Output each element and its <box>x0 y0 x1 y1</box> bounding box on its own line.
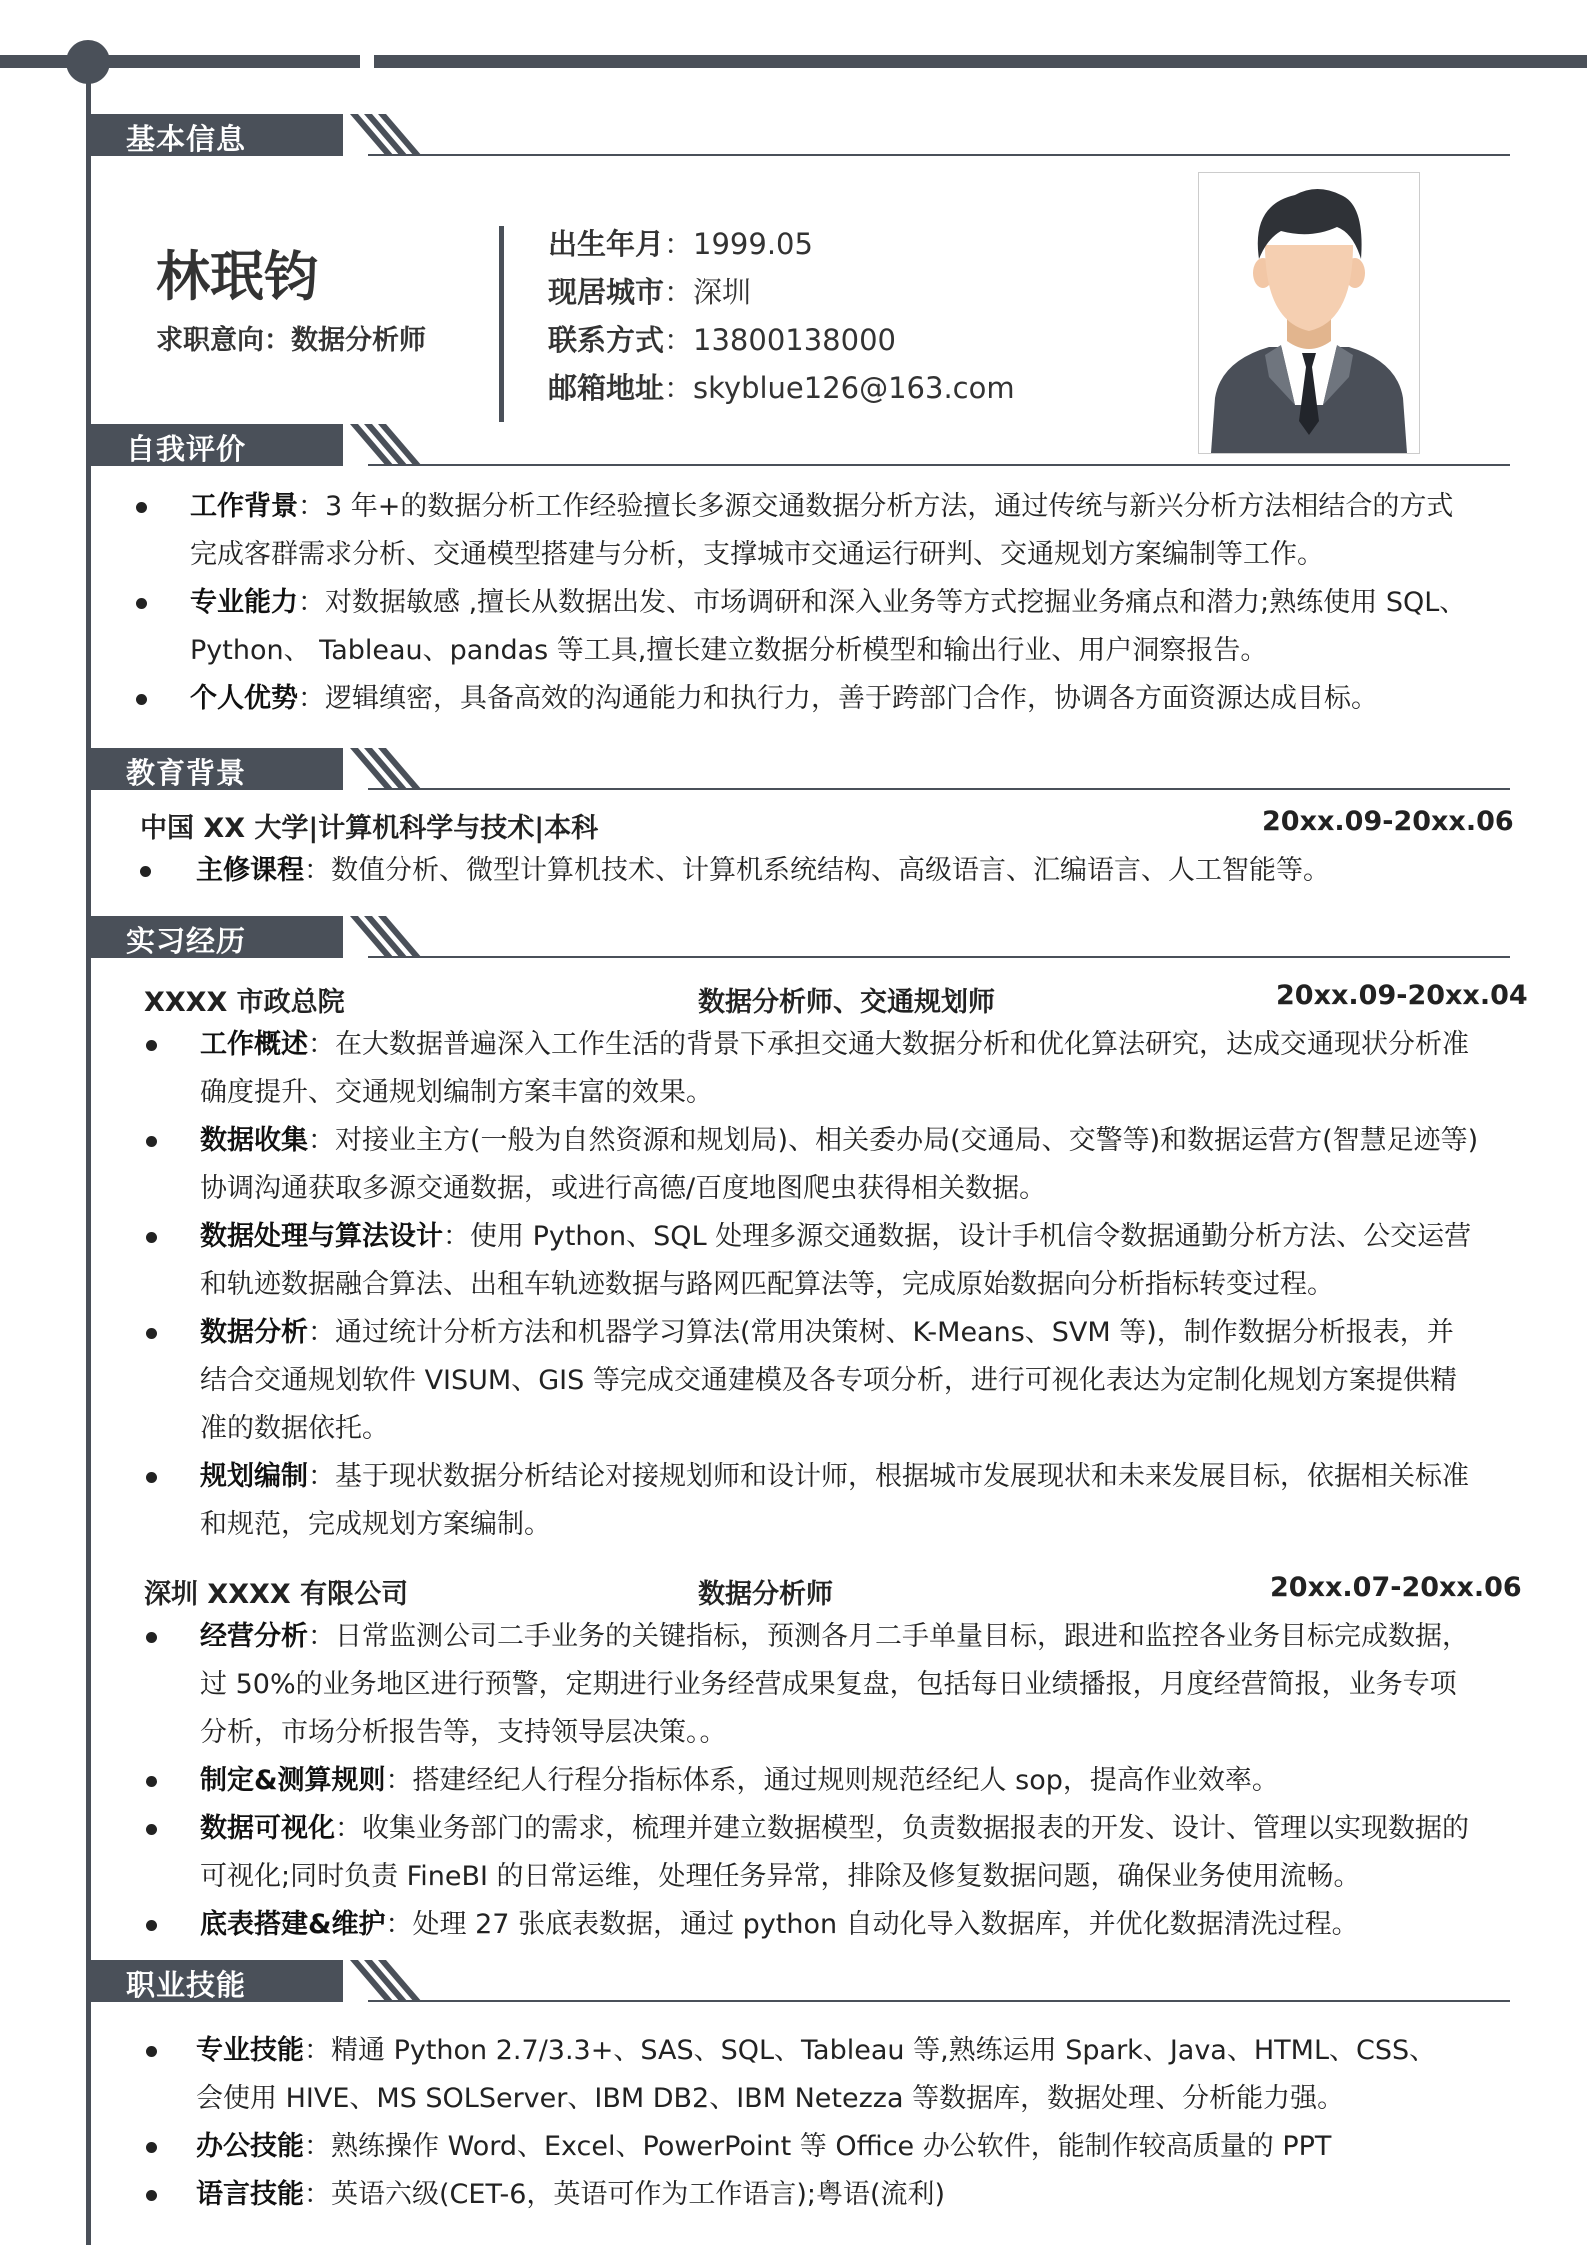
job2-company: 深圳 XXXX 有限公司 <box>144 1579 409 1610</box>
self-eval-item-3: 个人优势：逻辑缜密，具备高效的沟通能力和执行力，善于跨部门合作，协调各方面资源达成目标。 <box>190 683 1378 714</box>
phone-info: 联系方式：13800138000 <box>548 323 896 357</box>
education-school: 中国 XX 大学|计算机科学与技术|本科 <box>140 813 599 844</box>
job2-item-3: 数据可视化：收集业务部门的需求，梳理并建立数据模型，负责数据报表的开发、设计、管理以实现数据的 <box>200 1813 1469 1844</box>
self-eval-item-1-line2: 完成客群需求分析、交通模型搭建与分析，支撑城市交通运行研判、交通规划方案编制等工作。 <box>190 539 1324 570</box>
birth-info: 出生年月：1999.05 <box>548 227 813 261</box>
bullet <box>146 2142 157 2153</box>
stripes-icon <box>350 916 430 958</box>
job2-item-1-line3: 分析，市场分析报告等，支持领导层决策。。 <box>200 1717 727 1748</box>
job1-item-1-line2: 确度提升、交通规划编制方案丰富的效果。 <box>200 1077 713 1108</box>
education-date: 20xx.09-20xx.06 <box>1262 806 1514 837</box>
bullet <box>146 1328 157 1339</box>
bullet <box>146 1632 157 1643</box>
bullet <box>146 2046 157 2057</box>
bullet <box>136 598 147 609</box>
skills-item-1: 专业技能：精通 Python 2.7/3.3+、SAS、SQL、Tableau 等,熟练运用 Spark、Java、HTML、CSS、 <box>196 2035 1437 2066</box>
job1-item-3-line2: 和轨迹数据融合算法、出租车轨迹数据与路网匹配算法等，完成原始数据向分析指标转变过程。 <box>200 1269 1334 1300</box>
job2-item-1-line2: 过 50%的业务地区进行预警，定期进行业务经营成果复盘，包括每日业绩播报，月度经营简报，业务专项 <box>200 1669 1457 1700</box>
job1-item-2: 数据收集：对接业主方(一般为自然资源和规划局)、相关委办局(交通局、交警等)和数据运营方(智慧足迹等) <box>200 1125 1479 1156</box>
bullet <box>146 1776 157 1787</box>
info-divider <box>499 226 504 422</box>
job1-item-3: 数据处理与算法设计：使用 Python、SQL 处理多源交通数据，设计手机信令数据通勤分析方法、公交运营 <box>200 1221 1472 1252</box>
bullet <box>136 694 147 705</box>
bullet <box>136 502 147 513</box>
skills-item-3: 语言技能：英语六级(CET-6，英语可作为工作语言);粤语(流利) <box>196 2179 946 2210</box>
email-info: 邮箱地址：skyblue126@163.com <box>548 371 1015 405</box>
job1-item-4-line2: 结合交通规划软件 VISUM、GIS 等完成交通建模及各专项分析，进行可视化表达为定制化规划方案提供精 <box>200 1365 1457 1396</box>
candidate-name: 林珉钧 <box>156 245 318 308</box>
avatar-icon <box>1199 173 1419 453</box>
education-courses: 主修课程：数值分析、微型计算机技术、计算机系统结构、高级语言、汇编语言、人工智能等。 <box>196 855 1330 886</box>
job1-item-4: 数据分析：通过统计分析方法和机器学习算法(常用决策树、K-Means、SVM 等)，制作数据分析报表，并 <box>200 1317 1454 1348</box>
top-bar-right <box>374 55 1587 68</box>
job2-item-1: 经营分析：日常监测公司二手业务的关键指标，预测各月二手单量目标，跟进和监控各业务目标完成数据， <box>200 1621 1469 1652</box>
bullet <box>146 2190 157 2201</box>
bullet <box>146 1136 157 1147</box>
top-bar-left <box>0 55 360 68</box>
job2-role: 数据分析师 <box>698 1579 833 1610</box>
section-title: 自我评价 <box>126 432 247 466</box>
section-title: 教育背景 <box>126 756 247 790</box>
city-info: 现居城市：深圳 <box>548 275 752 309</box>
bullet <box>146 1920 157 1931</box>
self-eval-item-2-line2: Python、 Tableau、pandas 等工具,擅长建立数据分析模型和输出行业、用户洞察报告。 <box>190 635 1268 666</box>
section-header-education <box>88 748 1510 790</box>
job1-item-2-line2: 协调沟通获取多源交通数据，或进行高德/百度地图爬虫获得相关数据。 <box>200 1173 1047 1204</box>
bullet <box>146 1232 157 1243</box>
job1-item-5-line2: 和规范，完成规划方案编制。 <box>200 1509 551 1540</box>
timeline-dot <box>66 40 110 84</box>
section-header-skills <box>88 1960 1510 2002</box>
job1-date: 20xx.09-20xx.04 <box>1276 980 1528 1011</box>
job1-item-1: 工作概述：在大数据普遍深入工作生活的背景下承担交通大数据分析和优化算法研究，达成交通现状分析准 <box>200 1029 1469 1060</box>
stripes-icon <box>350 1960 430 2002</box>
job2-item-2: 制定&测算规则：搭建经纪人行程分指标体系，通过规则规范经纪人 sop，提高作业效率。 <box>200 1765 1279 1796</box>
job1-role: 数据分析师、交通规划师 <box>698 987 995 1018</box>
job2-item-3-line2: 可视化;同时负责 FineBI 的日常运维，处理任务异常，排除及修复数据问题，确保业务使用流畅。 <box>200 1861 1361 1892</box>
stripes-icon <box>350 748 430 790</box>
bullet <box>140 866 151 877</box>
section-title: 基本信息 <box>126 122 247 156</box>
self-eval-item-1: 工作背景：3 年+的数据分析工作经验擅长多源交通数据分析方法，通过传统与新兴分析方法相结合的方式 <box>190 491 1454 522</box>
skills-item-1-line2: 会使用 HIVE、MS SOLServer、IBM DB2、IBM Netezza 等数据库，数据处理、分析能力强。 <box>196 2083 1345 2114</box>
profile-photo <box>1198 172 1420 454</box>
bullet <box>146 1824 157 1835</box>
section-title: 职业技能 <box>126 1968 247 2002</box>
job1-company: XXXX 市政总院 <box>144 987 345 1018</box>
job1-item-5: 规划编制：基于现状数据分析结论对接规划师和设计师，根据城市发展现状和未来发展目标，依据相关标准 <box>200 1461 1469 1492</box>
bullet <box>146 1040 157 1051</box>
section-header-internship <box>88 916 1510 958</box>
job2-date: 20xx.07-20xx.06 <box>1270 1572 1522 1603</box>
section-header-basic <box>88 114 1510 156</box>
bullet <box>146 1472 157 1483</box>
job-intent: 求职意向：数据分析师 <box>156 325 426 356</box>
stripes-icon <box>350 424 430 466</box>
timeline-line <box>86 62 91 2245</box>
job1-item-4-line3: 准的数据依托。 <box>200 1413 389 1444</box>
skills-item-2: 办公技能：熟练操作 Word、Excel、PowerPoint 等 Office 办公软件，能制作较高质量的 PPT <box>196 2131 1332 2162</box>
section-title: 实习经历 <box>126 924 247 958</box>
job2-item-4: 底表搭建&维护：处理 27 张底表数据，通过 python 自动化导入数据库，并优化数据清洗过程。 <box>200 1909 1359 1940</box>
stripes-icon <box>350 114 430 156</box>
self-eval-item-2: 专业能力：对数据敏感 ,擅长从数据出发、市场调研和深入业务等方式挖掘业务痛点和潜力;熟练使用 SQL、 <box>190 587 1467 618</box>
section-header-self-eval <box>88 424 1510 466</box>
